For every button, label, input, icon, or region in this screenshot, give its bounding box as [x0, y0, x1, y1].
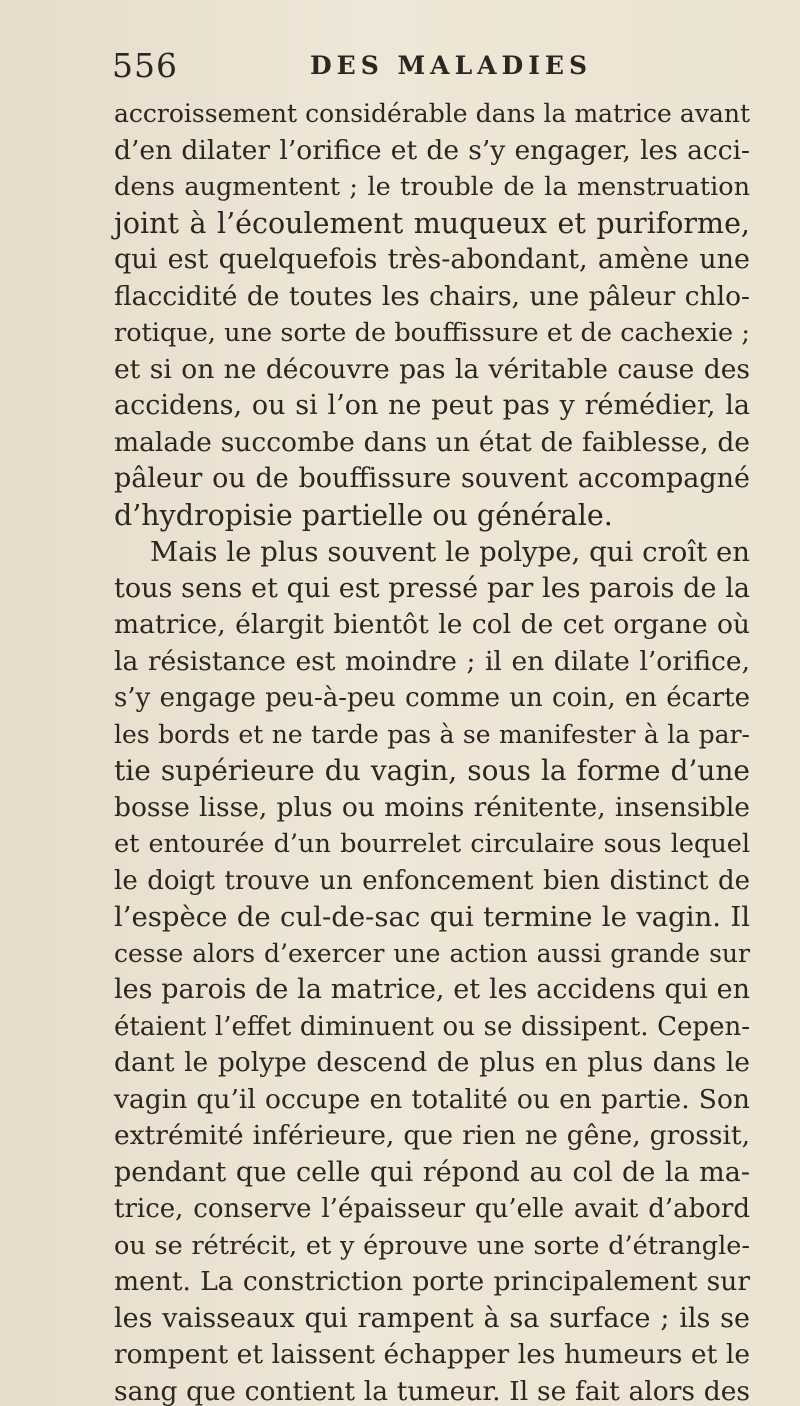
text-line: flaccidité de toutes les chairs, une pâleur chlo- [114, 280, 750, 312]
text-line: étaient l’effet diminuent ou se dissipent. Cepen- [114, 1011, 750, 1042]
page-header [112, 42, 732, 90]
text-line: sang que contient la tumeur. Il se fait alors des [114, 1375, 750, 1406]
paragraph-end-line: d’hydropisie partielle ou générale. [114, 498, 613, 532]
text-line: la résistance est moindre ; il en dilate l’orifice, [114, 645, 750, 677]
text-line: trice, conserve l’épaisseur qu’elle avait d’abord [114, 1194, 750, 1224]
text-line: s’y engage peu-à-peu comme un coin, en écarte [114, 683, 750, 713]
text-line: les parois de la matrice, et les accidens qui en [114, 974, 750, 1005]
text-line: matrice, élargit bientôt le col de cet organe où [114, 609, 750, 640]
paragraph-start-line: Mais le plus souvent le polype, qui croît en [150, 536, 750, 568]
text-line: les bords et ne tarde pas à se manifester à la par- [114, 719, 750, 749]
text-line: dens augmentent ; le trouble de la menstruation [114, 172, 750, 202]
text-line: dant le polype descend de plus en plus dans le [114, 1047, 750, 1078]
text-line: d’en dilater l’orifice et de s’y engager, les acci- [114, 134, 750, 166]
text-line: tous sens et qui est pressé par les parois de la [114, 572, 750, 604]
text-line: vagin qu’il occupe en totalité ou en partie. Son [114, 1083, 750, 1115]
text-line: extrémité inférieure, que rien ne gêne, grossit, [114, 1120, 750, 1151]
text-line: rompent et laissent échapper les humeurs et le [114, 1339, 750, 1370]
running-head: DES MALADIES [310, 51, 593, 80]
text-line: et entourée d’un bourrelet circulaire sous lequel [114, 829, 750, 859]
text-line: ment. La constriction porte principalement sur [114, 1266, 750, 1297]
text-line: et si on ne découvre pas la véritable cause des [114, 353, 750, 385]
text-line: l’espèce de cul-de-sac qui termine le vagin. Il [114, 901, 750, 933]
text-line: le doigt trouve un enfoncement bien distinct de [114, 865, 750, 896]
text-line: tie supérieure du vagin, sous la forme d’une [114, 754, 750, 787]
text-line: cesse alors d’exercer une action aussi grande sur [114, 938, 750, 968]
text-line: pendant que celle qui répond au col de la ma- [114, 1156, 750, 1188]
text-line: accroissement considérable dans la matrice avant [114, 99, 750, 128]
page-number: 556 [112, 46, 178, 85]
text-line: ou se rétrécit, et y éprouve une sorte d’étrangle- [114, 1230, 750, 1261]
text-line: pâleur ou de bouffissure souvent accompagné [114, 463, 750, 494]
text-line: joint à l’écoulement muqueux et puriforme, [114, 206, 750, 240]
text-line: malade succombe dans un état de faiblesse, de [114, 426, 750, 458]
body-text [114, 96, 750, 1406]
text-line: bosse lisse, plus ou moins rénitente, insensible [114, 791, 750, 823]
text-line: les vaisseaux qui rampent à sa surface ; ils se [114, 1302, 750, 1334]
text-line: rotique, une sorte de bouffissure et de cachexie ; [114, 318, 750, 348]
text-line: accidens, ou si l’on ne peut pas y rémédier, la [114, 390, 750, 421]
text-line: qui est quelquefois très-abondant, amène une [114, 244, 750, 275]
